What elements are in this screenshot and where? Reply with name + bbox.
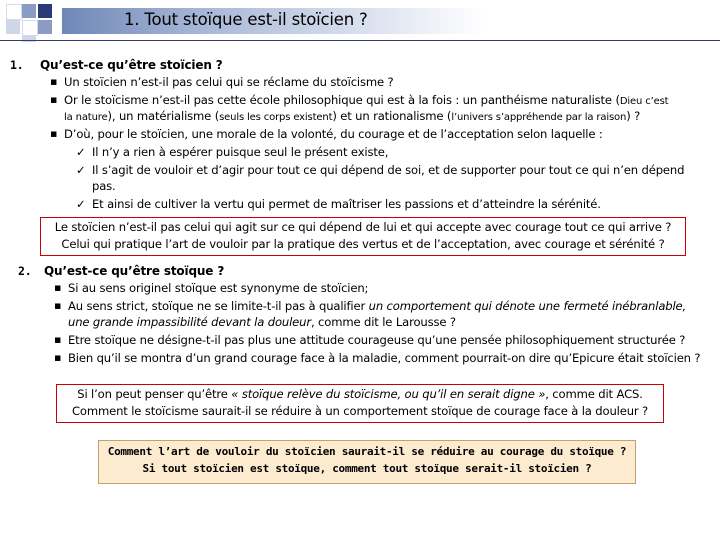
- section2-number: 2.: [18, 264, 32, 278]
- section2-bullet-2: ▪ Au sens strict, stoïque ne se limite-t-il pas à qualifier un comportement qui dénote une fermeté inébranlable,: [68, 298, 686, 314]
- box2-line-2: Comment le stoïcisme saurait-il se réduire à un comportement stoïque de courage face à la douleur ?: [71, 404, 649, 418]
- section1-check-3: ✓ Et ainsi de cultiver la vertu qui permet de maîtriser les passions et d’atteindre la sérénité.: [92, 196, 601, 212]
- box3-line-2: Si tout stoïcien est stoïque, comment tout stoïque serait-il stoïcien ?: [142, 462, 592, 475]
- section1-bullet-2-cont: la nature), un matérialisme (seuls les corps existent) et un rationalisme (l’univers s’appréhende par la raison) ?: [64, 109, 641, 123]
- box3-line-1: Comment l’art de vouloir du stoïcien saurait-il se réduire au courage du stoïque ?: [107, 445, 627, 458]
- box1-line-2: Celui qui pratique l’art de vouloir par la pratique des vertus et de l’acceptation, avec courage et sérénité ?: [61, 237, 665, 251]
- section1-bullet-3: ▪ D’où, pour le stoïcien, une morale de la volonté, du courage et de l’acceptation selon laquelle :: [64, 126, 603, 142]
- section1-number: 1.: [10, 58, 24, 72]
- section2-bullet-4: ▪ Bien qu’il se montra d’un grand courage face à la maladie, comment pourrait-on dire qu’Epicure était stoïcien ?: [68, 350, 700, 366]
- section2-bullet-3: ▪ Etre stoïque ne désigne-t-il pas plus une attitude courageuse qu’une pensée philosophiquement structurée ?: [68, 332, 685, 348]
- section2-bullet-1: ▪ Si au sens originel stoïque est synonyme de stoïcien;: [68, 280, 368, 296]
- title-divider: [0, 40, 720, 41]
- section1-bullet-1: ▪ Un stoïcien n’est-il pas celui qui se réclame du stoïcisme ?: [64, 74, 394, 90]
- section1-bullet-2: ▪ Or le stoïcisme n’est-il pas cette école philosophique qui est à la fois : un panthéisme naturaliste (Dieu c’est: [64, 92, 668, 110]
- summary-box-stoicien: [40, 217, 686, 256]
- section1-check-2-cont: pas.: [92, 179, 116, 193]
- section1-heading: Qu’est-ce qu’être stoïcien ?: [40, 58, 223, 72]
- box2-line-1: Si l’on peut penser qu’être « stoïque relève du stoïcisme, ou qu’il en serait digne », comme dit ACS.: [77, 387, 643, 401]
- section2-bullet-2-cont: une grande impassibilité devant la douleur, comme dit le Larousse ?: [68, 315, 456, 329]
- summary-box-stoique: [56, 384, 664, 423]
- conclusion-box: [98, 440, 636, 484]
- section1-check-1: ✓ Il n’y a rien à espérer puisque seul le présent existe,: [92, 144, 388, 160]
- box1-line-1: Le stoïcien n’est-il pas celui qui agit sur ce qui dépend de lui et qui accepte avec courage tout ce qui arrive ?: [54, 220, 672, 234]
- page-title: 1. Tout stoïque est-il stoïcien ?: [124, 10, 368, 29]
- section2-heading: Qu’est-ce qu’être stoïque ?: [44, 264, 225, 278]
- section1-check-2: ✓ Il s’agit de vouloir et d’agir pour tout ce qui dépend de soi, et de supporter pour tout ce qui n’en dépend: [92, 162, 684, 178]
